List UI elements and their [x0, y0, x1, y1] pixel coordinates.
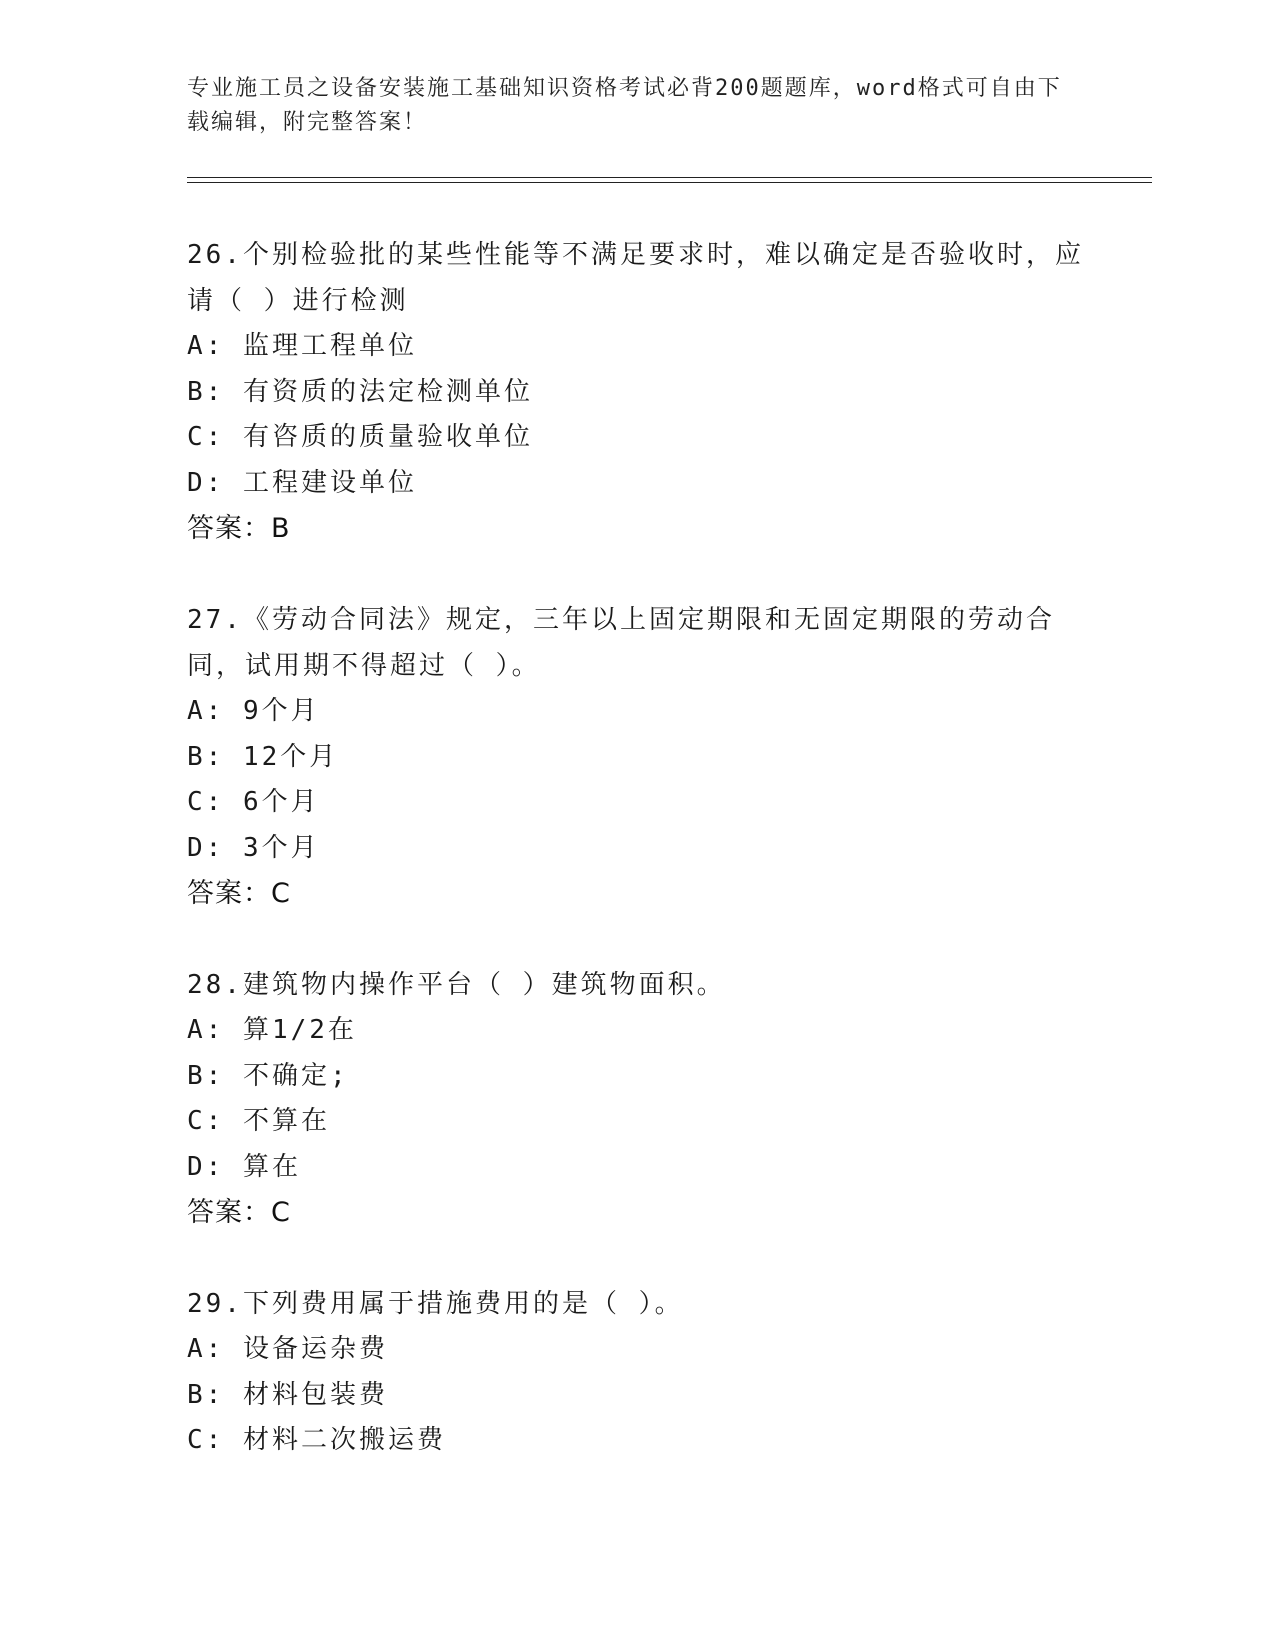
- question-26: [187, 232, 1087, 552]
- header-intro-text: 专业施工员之设备安装施工基础知识资格考试必背200题题库，word格式可自由下载编辑，附完整答案！: [187, 76, 1062, 135]
- document-header: [187, 72, 1077, 140]
- option-d: D: 算在: [187, 1151, 301, 1182]
- header-divider-top: [187, 177, 1152, 178]
- option-c: C: 材料二次搬运费: [187, 1425, 446, 1455]
- option-a: A: 监理工程单位: [187, 331, 417, 361]
- option-c: C: 不算在: [187, 1106, 330, 1136]
- question-stem: 29.下列费用属于措施费用的是（ ）。: [187, 1289, 684, 1319]
- answer-text: 答案：B: [187, 513, 291, 544]
- answer-text: 答案：C: [187, 1197, 291, 1228]
- question-stem: 27.《劳动合同法》规定，三年以上固定期限和无固定期限的劳动合同，试用期不得超过（ ）。: [187, 605, 1055, 681]
- option-b: B: 材料包装费: [187, 1379, 388, 1410]
- option-a: A: 设备运杂费: [187, 1334, 388, 1364]
- question-27: [187, 597, 1087, 917]
- option-b: B: 有资质的法定检测单位: [187, 376, 533, 407]
- option-b: B: 12个月: [187, 741, 339, 772]
- option-b: B: 不确定;: [187, 1060, 349, 1091]
- option-a: A: 算1/2在: [187, 1015, 357, 1045]
- answer-text: 答案：C: [187, 878, 291, 909]
- option-d: D: 工程建设单位: [187, 467, 417, 498]
- question-list: [187, 232, 1087, 1509]
- question-stem: 28.建筑物内操作平台（ ）建筑物面积。: [187, 970, 726, 1000]
- question-29: [187, 1281, 1087, 1464]
- option-d: D: 3个月: [187, 832, 320, 863]
- option-a: A: 9个月: [187, 696, 320, 726]
- option-c: C: 有咨质的质量验收单位: [187, 422, 533, 452]
- header-divider-bottom: [187, 182, 1152, 183]
- question-28: [187, 962, 1087, 1236]
- question-stem: 26.个别检验批的某些性能等不满足要求时，难以确定是否验收时，应请（ ）进行检测: [187, 240, 1084, 316]
- option-c: C: 6个月: [187, 787, 320, 817]
